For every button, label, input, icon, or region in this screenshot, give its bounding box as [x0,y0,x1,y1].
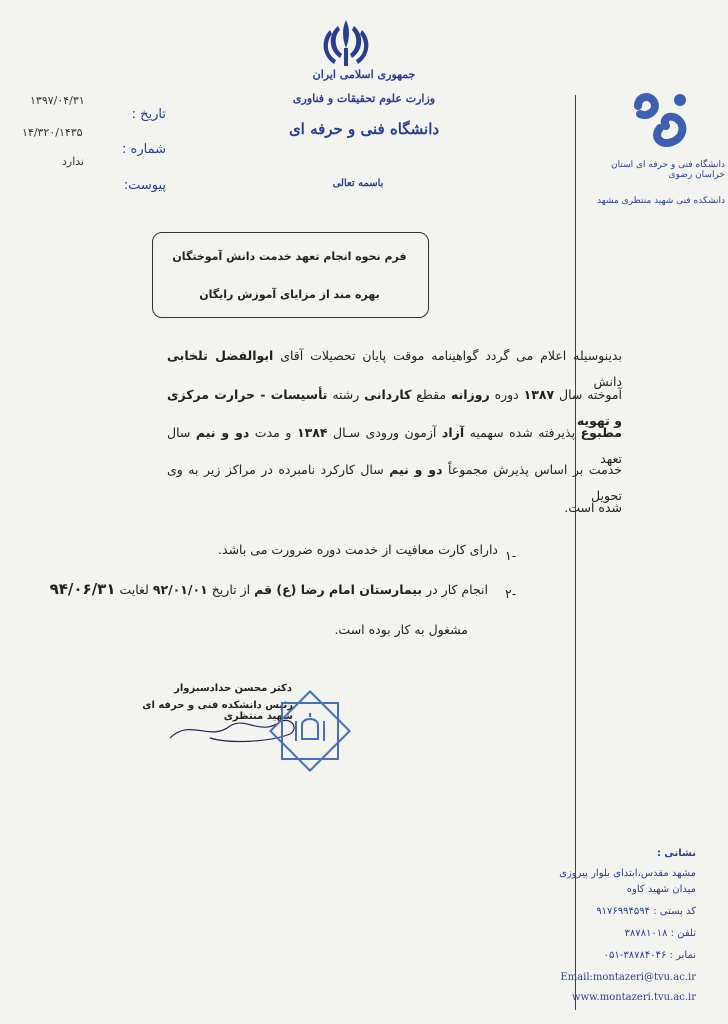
attachment-value: ندارد [62,155,85,168]
side-province: دانشگاه فنی و حرفه ای استان خراسان رضوی [611,160,725,180]
fax: نمابر : ۳۸۷۸۴۰۴۶-۰۵۱ [603,950,696,961]
signer-name: دکتر محسن حدادسبزوار [174,683,292,694]
item-2-number: ۲- [505,586,517,601]
ministry-name: وزارت علوم تحقیقات و فناوری [292,92,436,105]
form-title-line2: بهره مند از مزایای آموزش رایگان [199,288,380,301]
side-college: دانشکده فنی شهید منتظری مشهد [597,196,725,206]
date-label: تاریخ : [131,107,166,122]
university-name: دانشگاه فنی و حرفه ای [288,120,440,138]
item-1-number: ۱- [505,548,517,563]
date-value: ۱۳۹۷/۰۴/۳۱ [30,94,85,107]
republic-name: جمهوری اسلامی ایران [312,68,416,81]
item-2-continued: مشغول به کار بوده است. [334,622,468,637]
phone: تلفن : ۳۸۷۸۱۰۱۸ [624,928,696,939]
number-label: شماره : [122,142,166,157]
title-box [152,232,429,318]
tvu-logo-icon [630,88,694,148]
body-line-5: شده است. [564,500,622,515]
item-2-text: انجام کار در بیمارستان امام رضا (ع) قم از تاریخ ۹۲/۰۱/۰۱ لغایت ۹۴/۰۶/۳۱ [49,580,488,598]
website-link[interactable]: www.montazeri.tvu.ac.ir [572,992,696,1003]
attachment-label: پیوست: [123,178,166,193]
college-stamp-icon [262,683,358,779]
form-title-line1: فرم نحوه انجام تعهد خدمت دانش آموختگان [172,250,407,263]
body-line-1: بدینوسیله اعلام می گردد گواهینامه موقت پایان تحصیلات آقای ابوالفضل تلخابی دانش [167,348,622,389]
invocation: باسمه تعالی [332,178,384,189]
body-line-4: خدمت بر اساس پذیرش مجموعاً دو و نیم سال کارکرد نامبرده در مراکز زیر به وی تحویل [167,462,622,503]
body-line-2: آموخته سال ۱۳۸۷ دوره روزانه مقطع کاردانی رشته تأسیسات - حرارت مرکزی و تهویه [167,387,623,428]
postal-code: کد پستی : ۹۱۷۶۹۹۴۵۹۴ [596,906,696,917]
address-line-1: مشهد مقدس،ابتدای بلوار پیروزی [559,868,696,879]
body-line-3: مطبوع پذیرفته شده سهمیه آزاد آزمون ورودی سـال ۱۳۸۴ و مدت دو و نیم سال تعهد [167,425,623,466]
number-value: ۱۴/۳۲۰/۱۴۳۵ [22,126,83,139]
address-label: نشانی : [656,848,696,859]
iran-emblem-icon [318,18,374,70]
email-link[interactable]: Email:montazeri@tvu.ac.ir [560,972,696,983]
address-line-2: میدان شهید کاوه [626,884,696,895]
item-1-text: دارای کارت معافیت از خدمت دوره ضرورت می باشد. [218,542,498,557]
signer-role: رئیس دانشکده فنی و حرفه ای شهید منتظری [142,700,293,722]
